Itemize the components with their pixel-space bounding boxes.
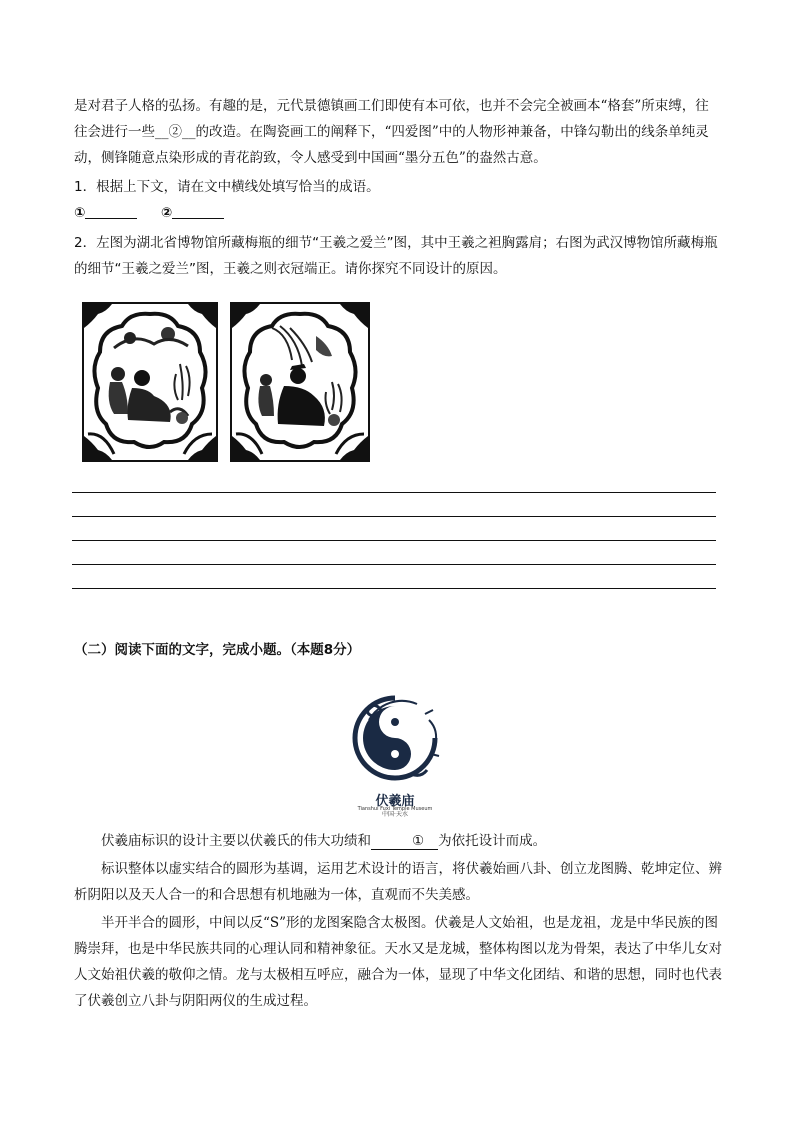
logo-english: [347, 806, 443, 818]
p1-after: 为依托设计而成。: [438, 833, 547, 849]
logo-english-text: Tianshui Fuxi Temple Museum: [357, 806, 433, 812]
p1-before: 伏羲庙标识的设计主要以伏羲氏的伟大功绩和: [101, 833, 371, 849]
answer-line-1[interactable]: [72, 492, 716, 493]
answer-line-4[interactable]: [72, 564, 716, 565]
logo-name: 伏羲庙: [375, 794, 415, 809]
passage-blank-label: ①: [412, 833, 425, 849]
fuxi-temple-logo: [347, 690, 443, 820]
answer-blanks: [74, 200, 722, 226]
blank-2-line[interactable]: [172, 204, 224, 219]
right-vase-detail-image: [230, 302, 370, 462]
blank-2-label: ②: [160, 205, 173, 221]
intro-paragraph: 是对君子人格的弘扬。有趣的是，元代景德镇画工们即使有本可依，也并不会完全被画本“格套”所束缚，往往会进行一些__②__的改造。在陶瓷画工的阐释下，“四爱图”中的人物形神兼备，中锋勾勒出的线条单纯灵动，侧锋随意点染形成的青花韵致，令人感受到中国画“墨分五色”的盎然古意。: [74, 98, 709, 166]
left-vase-detail-image: [82, 302, 218, 462]
blank-1-line[interactable]: [85, 204, 137, 219]
passage-paragraph-1: [74, 828, 722, 854]
passage-blank-1[interactable]: [371, 833, 438, 850]
passage-paragraph-3: 半开半合的圆形，中间以反“S”形的龙图案隐含太极图。伏羲是人文始祖，也是龙祖，龙是中华民族的图腾崇拜，也是中华民族共同的心理认同和精神象征。天水又是龙城，整体构图以龙为骨架，表达了中华儿女对人文始祖伏羲的敬仰之情。龙与太极相互呼应，融合为一体，显现了中华文化团结、和谐的思想，同时也代表了伏羲创立八卦与阴阳两仪的生成过程。: [74, 915, 722, 1009]
question-2: 2．左图为湖北省博物馆所藏梅瓶的细节“王羲之爱兰”图，其中王羲之袒胸露肩；右图为武汉博物馆所藏梅瓶的细节“王羲之爱兰”图，王羲之则衣冠端正。请你探究不同设计的原因。: [74, 235, 718, 277]
taiji-dragon-icon: [347, 690, 443, 790]
answer-line-3[interactable]: [72, 540, 716, 541]
blank-1-label: ①: [74, 205, 86, 221]
question-1: 1．根据上下文，请在文中横线处填写恰当的成语。: [74, 179, 380, 195]
section-2-title: （二）阅读下面的文字，完成小题。（本题8分）: [74, 642, 361, 658]
logo-place: 中国·天水: [382, 811, 408, 818]
passage-paragraph-2: 标识整体以虚实结合的圆形为基调，运用艺术设计的语言，将伏羲始画八卦、创立龙图腾、乾坤定位、辨析阴阳以及天人合一的和合思想有机地融为一体，直观而不失美感。: [74, 861, 722, 903]
answer-line-5[interactable]: [72, 588, 716, 589]
answer-line-2[interactable]: [72, 516, 716, 517]
